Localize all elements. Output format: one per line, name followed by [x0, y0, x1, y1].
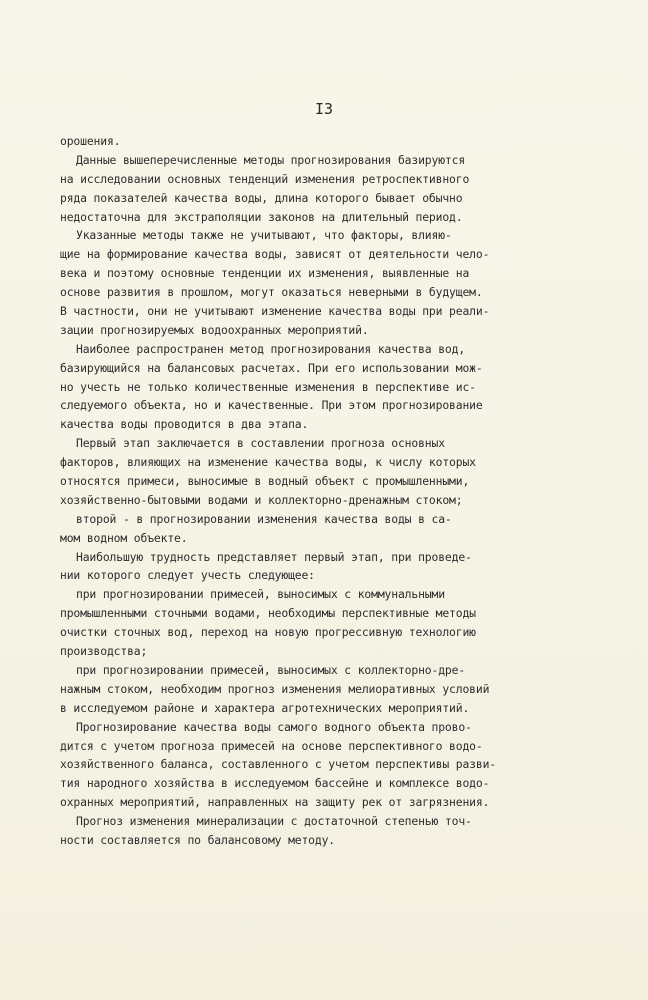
text-line: относятся примеси, выносимые в водный объект с промышленными,	[60, 474, 470, 489]
text-line: в исследуемом районе и характера агротехнических мероприятий.	[60, 700, 470, 715]
text-line: очистки сточных вод, переход на новую прогрессивную технологию	[60, 625, 476, 640]
text-line: мом водном объекте.	[60, 530, 188, 545]
text-line: зации прогнозируемых водоохранных мероприятий.	[60, 322, 369, 337]
text-line: Данные вышеперечисленные методы прогнозирования базируются	[76, 152, 466, 167]
text-line: щие на формирование качества воды, зависят от деятельности чело-	[60, 247, 490, 262]
text-line: века и поэтому основные тенденции их изменения, выявленные на	[60, 266, 470, 281]
text-line: охранных мероприятий, направленных на защиту рек от загрязнения.	[60, 795, 490, 810]
text-line: хозяйственного баланса, составленного с учетом перспективы разви-	[60, 757, 497, 772]
text-line: производства;	[60, 644, 148, 659]
text-line: Первый этап заключается в составлении прогноза основных	[76, 436, 445, 451]
text-line: при прогнозировании примесей, выносимых с коммунальными	[76, 587, 445, 602]
text-line: при прогнозировании примесей, выносимых с коллекторно-дре-	[76, 662, 466, 677]
text-line: Наибольшую трудность представляет первый этап, при проведе-	[76, 549, 472, 564]
text-line: промышленными сточными водами, необходимы перспективные методы	[60, 606, 476, 621]
text-line: факторов, влияющих на изменение качества воды, к числу которых	[60, 455, 476, 470]
text-line: недостаточна для экстраполяции законов на длительный период.	[60, 209, 463, 224]
text-line: базирующийся на балансовых расчетах. При его использовании мож-	[60, 360, 483, 375]
text-line: Прогнозирование качества воды самого водного объекта прово-	[76, 719, 472, 734]
text-line: Прогноз изменения минерализации с достаточной степенью точ-	[76, 814, 472, 829]
text-line: второй - в прогнозировании изменения качества воды в са-	[76, 511, 452, 526]
text-line: но учесть не только количественные изменения в перспективе ис-	[60, 379, 476, 394]
page-number: I3	[314, 100, 334, 118]
text-line: В частности, они не учитывают изменение качества воды при реали-	[60, 304, 490, 319]
text-line: основе развития в прошлом, могут оказаться неверными в будущем.	[60, 285, 483, 300]
text-line: ности составляется по балансовому методу.	[60, 832, 336, 847]
text-line: ряда показателей качества воды, длина которого бывает обычно	[60, 190, 463, 205]
body-text	[60, 132, 600, 850]
text-line: Наиболее распространен метод прогнозирования качества вод,	[76, 341, 466, 356]
text-line: Указанные методы также не учитывают, что факторы, влияю-	[76, 228, 452, 243]
text-line: хозяйственно-бытовыми водами и коллекторно-дренажным стоком;	[60, 492, 463, 507]
text-line: тия народного хозяйства в исследуемом бассейне и комплексе водо-	[60, 776, 490, 791]
text-line: дится с учетом прогноза примесей на основе перспективного водо-	[60, 738, 483, 753]
text-line: нажным стоком, необходим прогноз изменения мелиоративных условий	[60, 681, 490, 696]
text-line: следуемого объекта, но и качественные. При этом прогнозирование	[60, 398, 483, 413]
text-line: нии которого следует учесть следующее:	[60, 568, 315, 583]
text-line: орошения.	[60, 134, 121, 148]
text-line: качества воды проводится в два этапа.	[60, 417, 309, 432]
text-line: на исследовании основных тенденций изменения ретроспективного	[60, 171, 470, 186]
